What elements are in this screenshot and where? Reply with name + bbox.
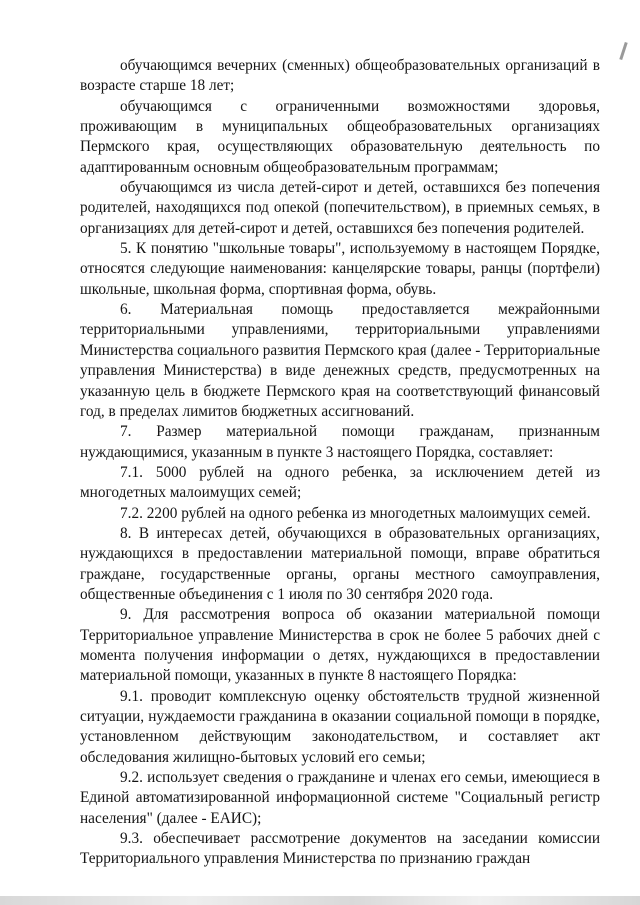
paragraph-item-9: 9. Для рассмотрения вопроса об оказании материальной помощи Территориальное управление Министерства в срок не более 5 рабочих дней с момента получения информации о детях, нуждающихся в предоставлении материальной помощи, указанных в пункте 8 настоящего Порядка: bbox=[80, 606, 600, 685]
paragraph-orphan-students: обучающимся из числа детей-сирот и детей, оставшихся без попечения родителей, находящихся под опекой (попечительством), в приемных семьях, в организациях для детей-сирот и детей, оставшихся без попечения родителей. bbox=[80, 179, 600, 237]
paragraph-item-7: 7. Размер материальной помощи гражданам, признанным нуждающимися, указанным в пункте 3 настоящего Порядка, составляет: bbox=[80, 423, 600, 461]
paragraph-item-9-2: 9.2. использует сведения о гражданине и членах его семьи, имеющиеся в Единой автоматизированной информационной системе "Социальный регистр населения" (далее - ЕАИС); bbox=[80, 769, 600, 827]
scan-bottom-edge bbox=[0, 896, 640, 905]
paragraph-item-6: 6. Материальная помощь предоставляется межрайонными территориальными управлениями, территориальными управлениями Министерства социального развития Пермского края (далее - Территориальные управления Министерства) в виде денежных средств, предусмотренных на указанную цель в бюджете Пермского края на соответствующий финансовый год, в пределах лимитов бюджетных ассигнований. bbox=[80, 301, 601, 420]
paragraph-item-7-1: 7.1. 5000 рублей на одного ребенка, за исключением детей из многодетных малоимущих семей; bbox=[80, 463, 600, 502]
paragraph-item-8: 8. В интересах детей, обучающихся в образовательных организациях, нуждающихся в предоставлении материальной помощи, вправе обратиться граждане, государственные органы, органы местного самоуправления, общественные объединения с 1 июля по 30 сентября 2020 года. bbox=[80, 524, 600, 603]
paragraph-disabled-students: обучающимся с ограниченными возможностями здоровья, проживающим в муниципальных общеобразовательных организациях Пермского края, осуществляющих образовательную деятельность по адаптированным основным общеобразовательным программам; bbox=[80, 97, 600, 176]
paragraph-item-9-3: 9.3. обеспечивает рассмотрение документов на заседании комиссии Территориального управления Министерства по признанию граждан bbox=[80, 830, 600, 868]
paragraph-item-5: 5. К понятию "школьные товары", используемому в настоящем Порядке, относятся следующие наименования: канцелярские товары, ранцы (портфели) школьные, школьная форма, спортивная форма, обувь. bbox=[80, 240, 600, 298]
paragraph-item-9-1: 9.1. проводит комплексную оценку обстоятельств трудной жизненной ситуации, нуждаемости гражданина в оказании социальной помощи в порядке, установленном действующим законодательством, и составляет акт обследования жилищно-бытовых условий его семьи; bbox=[80, 687, 600, 766]
document-body bbox=[80, 56, 600, 870]
paragraph-evening-students: обучающимся вечерних (сменных) общеобразовательных организаций в возрасте старше 18 лет; bbox=[80, 57, 600, 95]
scan-edge-mark bbox=[619, 42, 627, 60]
paragraph-item-7-2: 7.2. 2200 рублей на одного ребенка из многодетных малоимущих семей. bbox=[120, 504, 591, 522]
